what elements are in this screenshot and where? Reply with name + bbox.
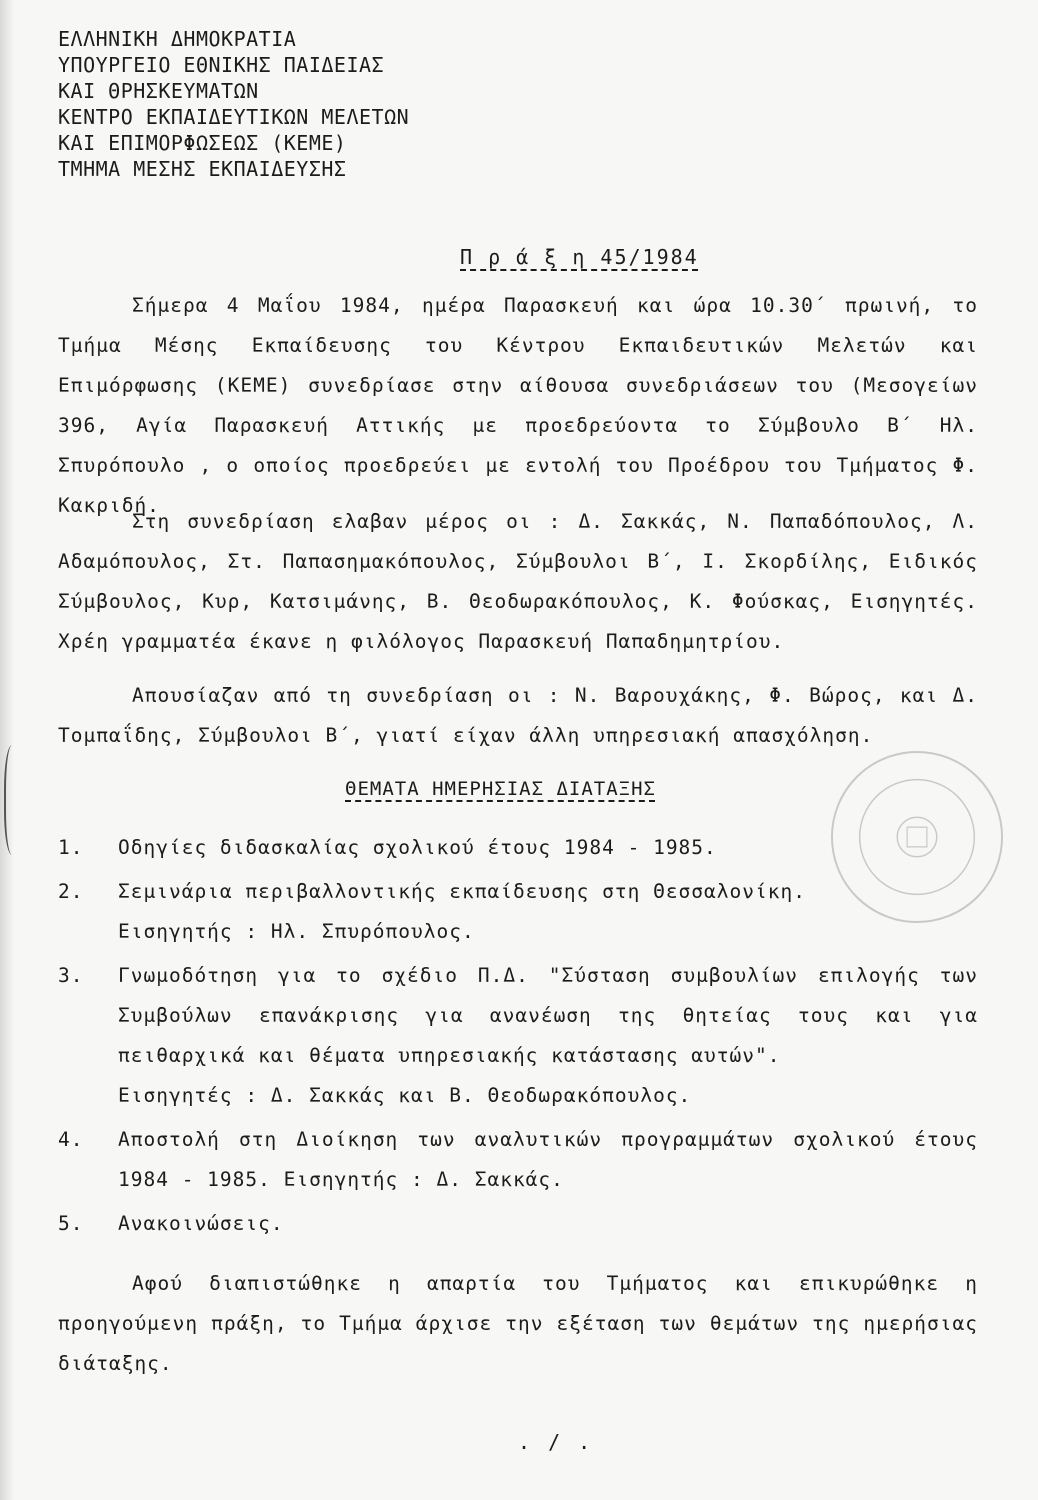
letterhead-line: ΚΑΙ ΕΠΙΜΟΡΦΩΣΕΩΣ (ΚΕΜΕ) <box>58 131 347 155</box>
agenda-item-number: 3. <box>58 964 84 987</box>
letterhead-line: ΤΜΗΜΑ ΜΕΣΗΣ ΕΚΠΑΙΔΕΥΣΗΣ <box>58 157 347 181</box>
official-stamp <box>828 748 1006 926</box>
agenda-item-text: Αποστολή στη Διοίκηση των αναλυτικών προγραμμάτων σχολικού έτους 1984 - 1985. Εισηγητής : Δ. Σακκάς. <box>118 1128 978 1191</box>
agenda-item-rapporteur: Εισηγητές : Δ. Σακκάς και Β. Θεοδωρακόπουλος. <box>118 1084 692 1107</box>
binding-mark <box>4 745 24 855</box>
agenda-item <box>58 1204 978 1244</box>
agenda-title: ΘΕΜΑΤΑ ΗΜΕΡΗΣΙΑΣ ΔΙΑΤΑΞΗΣ <box>345 778 656 800</box>
continuation-mark: . / . <box>518 1430 594 1454</box>
agenda-item <box>58 1120 978 1200</box>
agenda-item-number: 1. <box>58 836 84 859</box>
agenda-item <box>58 956 978 1116</box>
letterhead <box>58 26 409 182</box>
agenda-item-text: Σεμινάρια περιβαλλοντικής εκπαίδευσης στη Θεσσαλονίκη. <box>118 880 806 903</box>
letterhead-line: ΚΕΝΤΡΟ ΕΚΠΑΙΔΕΥΤΙΚΩΝ ΜΕΛΕΤΩΝ <box>58 105 410 129</box>
agenda-item-number: 5. <box>58 1212 84 1235</box>
paragraph-opening: Σήμερα 4 Μαΐου 1984, ημέρα Παρασκευή και ώρα 10.30΄ πρωινή, το Τμήμα Μέσης Εκπαίδευσης του Κέντρου Εκπαιδευτικών Μελετών και Επιμόρφωσης (ΚΕΜΕ) συνεδρίασε στην αίθουσα συνεδριάσεων του (Μεσογείων 396, Αγία Παρασκευή Αττικής με προεδρεύοντα το Σύμβουλο Β΄ Ηλ. Σπυρόπουλο , ο οποίος προεδρεύει με εντολή του Προέδρου του Τμήματος Φ. Κακριδή. <box>58 294 978 517</box>
paragraph-attendees: Στη συνεδρίαση ελαβαν μέρος οι : Δ. Σακκάς, Ν. Παπαδόπουλος, Λ. Αδαμόπουλος, Στ. Παπασημακόπουλος, Σύμβουλοι Β΄, Ι. Σκορδίλης, Ειδικός Σύμβουλος, Κυρ, Κατσιμάνης, Β. Θεοδωρακόπουλος, Κ. Φούσκας, Εισηγητές. Χρέη γραμματέα έκανε η φιλόλογος Παρασκευή Παπαδημητρίου. <box>58 510 978 653</box>
agenda-item-number: 4. <box>58 1128 84 1151</box>
agenda-item-rapporteur: Εισηγητής : Ηλ. Σπυρόπουλος. <box>118 920 475 943</box>
letterhead-line: ΚΑΙ ΘΡΗΣΚΕΥΜΑΤΩΝ <box>58 79 259 103</box>
document-title: Π ρ ά ξ η 45/1984 <box>460 245 699 269</box>
agenda-item-text: Οδηγίες διδασκαλίας σχολικού έτους 1984 - 1985. <box>118 836 717 859</box>
agenda-item-number: 2. <box>58 880 84 903</box>
letterhead-line: ΕΛΛΗΝΙΚΗ ΔΗΜΟΚΡΑΤΙΑ <box>58 27 297 51</box>
agenda-item-text: Γνωμοδότηση για το σχέδιο Π.Δ. "Σύσταση συμβουλίων επιλογής των Συμβούλων επανάκρισης για ανανέωση της θητείας τους και για πειθαρχικά και θέματα υπηρεσιακής κατάστασης αυτών". <box>118 964 978 1067</box>
paragraph-absentees: Απουσίαζαν από τη συνεδρίαση οι : Ν. Βαρουχάκης, Φ. Βώρος, και Δ. Τομπαΐδης, Σύμβουλοι Β΄, γιατί είχαν άλλη υπηρεσιακή απασχόληση. <box>58 684 978 747</box>
paragraph-closing: Αφού διαπιστώθηκε η απαρτία του Τμήματος και επικυρώθηκε η προηγούμενη πράξη, το Τμήμα άρχισε την εξέταση των θεμάτων της ημερήσιας διάταξης. <box>58 1272 978 1375</box>
letterhead-line: ΥΠΟΥΡΓΕΙΟ ΕΘΝΙΚΗΣ ΠΑΙΔΕΙΑΣ <box>58 53 385 77</box>
agenda-item-text: Ανακοινώσεις. <box>118 1212 284 1235</box>
